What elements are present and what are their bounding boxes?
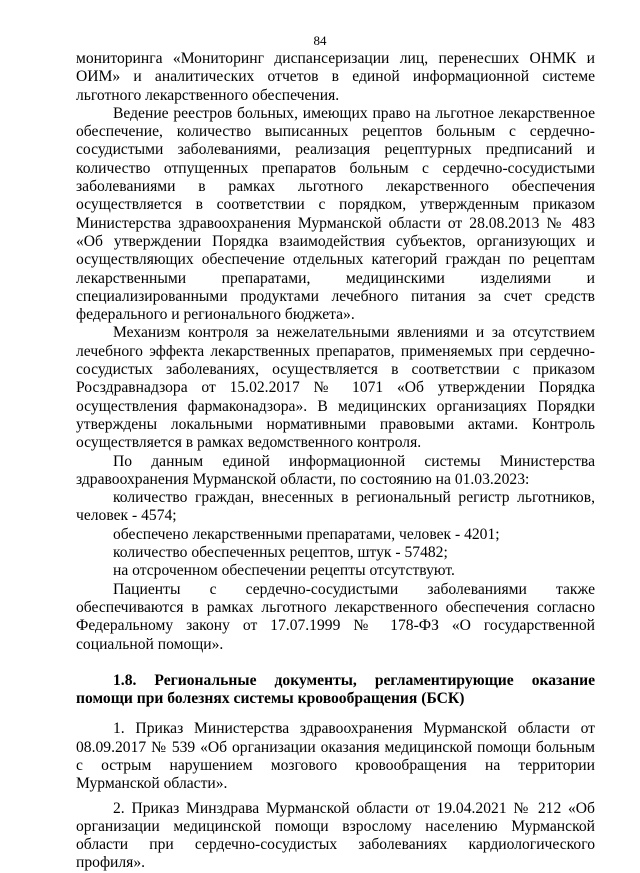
stat-supplied-patients: обеспечено лекарственными препаратами, человек - 4201; bbox=[113, 525, 500, 543]
paragraph-monitoring-continuation: мониторинга «Мониторинг диспансеризации лиц, перенесших ОНМК и ОИМ» и аналитических отчетов в единой информационной системе льготного лекарственного обеспечения. bbox=[76, 50, 595, 104]
page-number: 84 bbox=[313, 33, 327, 48]
paragraph-registries: Ведение реестров больных, имеющих право на льготное лекарственное обеспечение, количество выписанных рецептов больным с сердечно-сосудистыми заболеваниями, реализация рецептурных предписаний и количество отпущенных препаратов больным с сердечно-сосудистыми заболеваниями в рамках льготного лекарственного обеспечения осуществляется в соответствии с порядком, утвержденным приказом Министерства здравоохранения Мурманской области от 28.08.2013 № 483 «Об утверждении Порядка взаимодействия субъектов, организующих и осуществляющих обеспечение отдельных категорий граждан по рецептам лекарственными препаратами, медицинскими изделиями и специализированными продуктами лечебного питания за счет средств федерального и регионального бюджета». bbox=[76, 104, 595, 324]
stat-prescriptions: количество обеспеченных рецептов, штук - 57482; bbox=[113, 544, 448, 562]
paragraph-info-system-data: По данным единой информационной системы Министерства здравоохранения Мурманской области, по состоянию на 01.03.2023: bbox=[76, 452, 595, 488]
stat-deferred-prescriptions: на отсроченном обеспечении рецепты отсутствуют. bbox=[113, 562, 455, 580]
paragraph-adverse-events-control: Механизм контроля за нежелательными явлениями и за отсутствием лечебного эффекта лекарственных препаратов, применяемых при сердечно-сосудистых заболеваниях, осуществляется в соответствии с приказом Росздравнадзора от 15.02.2017 № 1071 «Об утверждении Порядка осуществления фармаконадзора». В медицинских организациях Порядки утверждены локальными нормативными правовыми актами. Контроль осуществляется в рамках ведомственного контроля. bbox=[76, 324, 595, 452]
regional-document-item: 1. Приказ Министерства здравоохранения Мурманской области от 08.09.2017 № 539 «Об организации оказания медицинской помощи больным с острым нарушением мозгового кровообращения на территории Мурманской области». bbox=[76, 720, 595, 793]
section-heading: 1.8. Региональные документы, регламентирующие оказание помощи при болезнях системы кровообращения (БСК) bbox=[76, 671, 595, 708]
body-text bbox=[76, 50, 595, 873]
paragraph-federal-law: Пациенты с сердечно-сосудистыми заболеваниями также обеспечиваются в рамках льготного лекарственного обеспечения согласно Федеральному закону от 17.07.1999 № 178-ФЗ «О государственной социальной помощи». bbox=[76, 580, 595, 653]
stat-registered-citizens: количество граждан, внесенных в региональный регистр льготников, человек - 4574; bbox=[76, 489, 595, 525]
regional-document-item: 2. Приказ Минздрава Мурманской области от 19.04.2021 № 212 «Об организации медицинской помощи взрослому населению Мурманской области при сердечно-сосудистых заболеваниях кардиологического профиля». bbox=[76, 799, 595, 872]
